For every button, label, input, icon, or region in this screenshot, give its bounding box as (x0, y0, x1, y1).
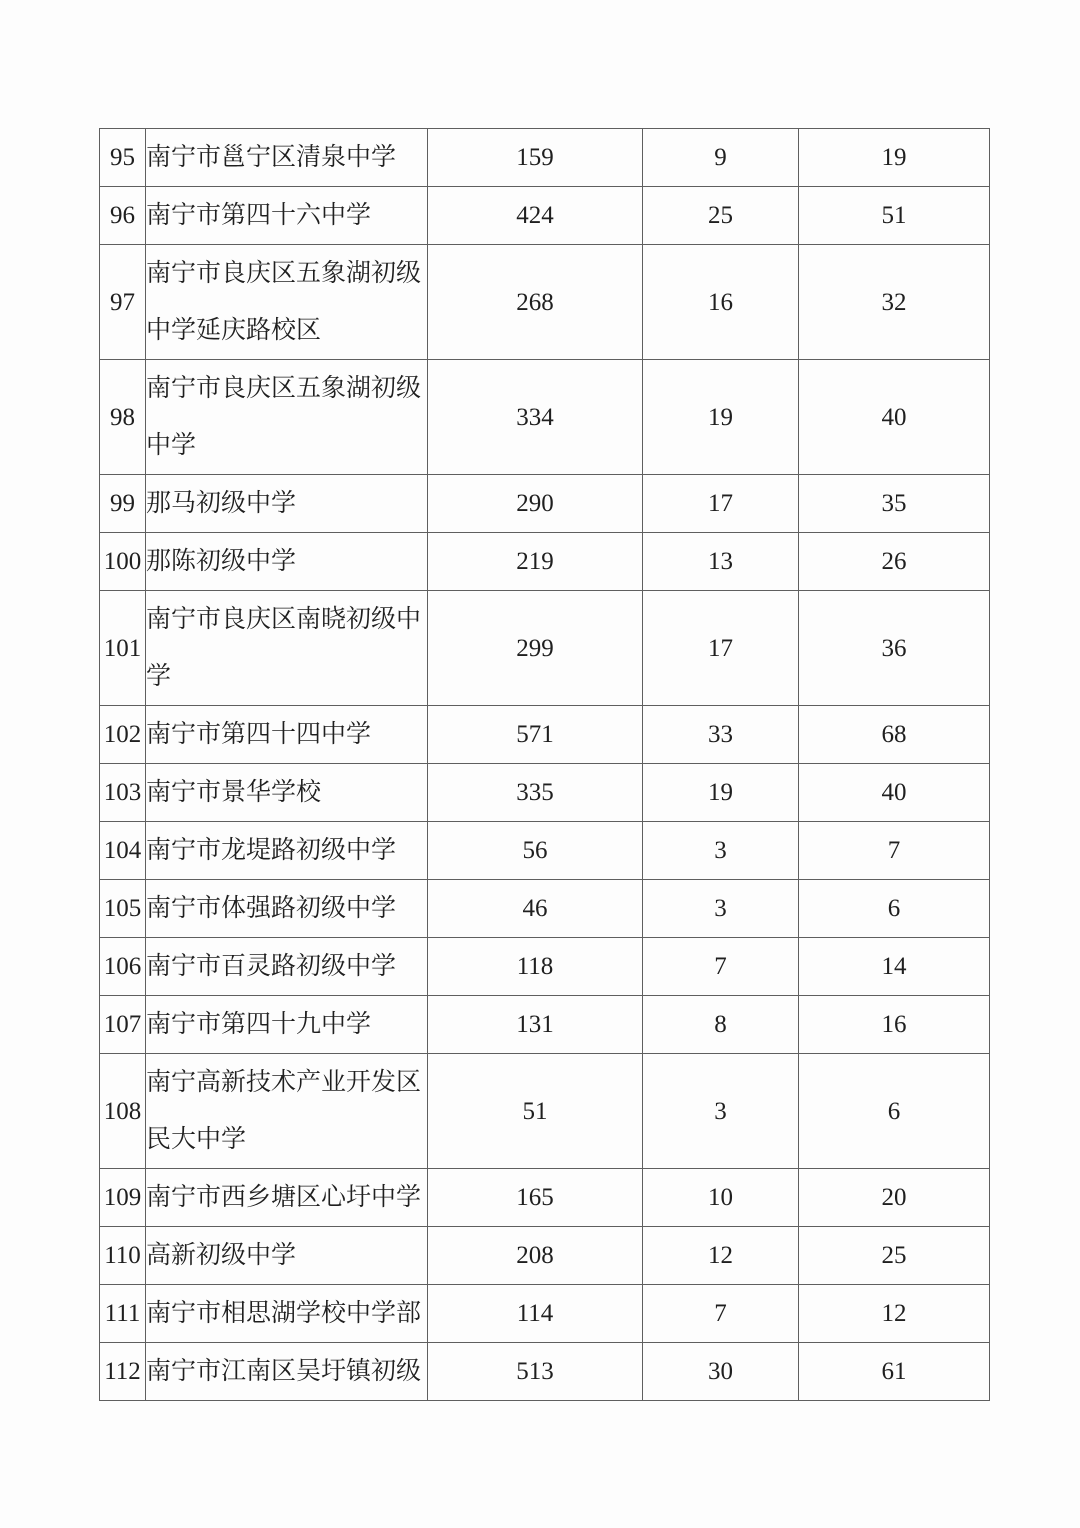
row-number-cell: 111 (100, 1285, 146, 1343)
table-row (100, 591, 990, 706)
schools-table (99, 128, 990, 1401)
row-number-cell: 107 (100, 996, 146, 1054)
table-row (100, 245, 990, 360)
stat-cell-1: 131 (428, 996, 643, 1054)
stat-cell-2: 19 (643, 764, 799, 822)
school-name-cell: 南宁市西乡塘区心圩中学 (146, 1169, 428, 1227)
row-number-cell: 95 (100, 129, 146, 187)
stat-cell-2: 33 (643, 706, 799, 764)
stat-cell-2: 3 (643, 822, 799, 880)
table-row (100, 764, 990, 822)
row-number-cell: 112 (100, 1343, 146, 1401)
stat-cell-2: 25 (643, 187, 799, 245)
stat-cell-3: 6 (799, 1054, 990, 1169)
stat-cell-1: 335 (428, 764, 643, 822)
table-row (100, 1285, 990, 1343)
stat-cell-3: 40 (799, 764, 990, 822)
stat-cell-1: 290 (428, 475, 643, 533)
stat-cell-2: 3 (643, 880, 799, 938)
stat-cell-2: 17 (643, 475, 799, 533)
table-row (100, 1169, 990, 1227)
school-name-cell: 南宁市良庆区五象湖初级中学 (146, 360, 428, 475)
stat-cell-3: 61 (799, 1343, 990, 1401)
stat-cell-1: 513 (428, 1343, 643, 1401)
row-number-cell: 105 (100, 880, 146, 938)
stat-cell-2: 3 (643, 1054, 799, 1169)
table-row (100, 880, 990, 938)
stat-cell-1: 51 (428, 1054, 643, 1169)
stat-cell-2: 7 (643, 1285, 799, 1343)
row-number-cell: 108 (100, 1054, 146, 1169)
stat-cell-3: 36 (799, 591, 990, 706)
school-name-cell: 南宁市体强路初级中学 (146, 880, 428, 938)
table-row (100, 129, 990, 187)
stat-cell-1: 165 (428, 1169, 643, 1227)
stat-cell-1: 118 (428, 938, 643, 996)
stat-cell-3: 40 (799, 360, 990, 475)
stat-cell-3: 16 (799, 996, 990, 1054)
stat-cell-2: 7 (643, 938, 799, 996)
row-number-cell: 99 (100, 475, 146, 533)
row-number-cell: 104 (100, 822, 146, 880)
table-row (100, 996, 990, 1054)
school-name-cell: 南宁市第四十四中学 (146, 706, 428, 764)
table-row (100, 475, 990, 533)
stat-cell-3: 12 (799, 1285, 990, 1343)
school-name-cell: 南宁市第四十九中学 (146, 996, 428, 1054)
stat-cell-1: 56 (428, 822, 643, 880)
stat-cell-1: 219 (428, 533, 643, 591)
table-row (100, 706, 990, 764)
table-row (100, 1054, 990, 1169)
stat-cell-1: 424 (428, 187, 643, 245)
school-name-cell: 南宁高新技术产业开发区民大中学 (146, 1054, 428, 1169)
table-row (100, 938, 990, 996)
school-name-cell: 高新初级中学 (146, 1227, 428, 1285)
stat-cell-2: 13 (643, 533, 799, 591)
stat-cell-1: 159 (428, 129, 643, 187)
stat-cell-3: 7 (799, 822, 990, 880)
school-name-cell: 那马初级中学 (146, 475, 428, 533)
stat-cell-2: 9 (643, 129, 799, 187)
table-row (100, 1227, 990, 1285)
school-name-cell: 南宁市良庆区五象湖初级中学延庆路校区 (146, 245, 428, 360)
row-number-cell: 103 (100, 764, 146, 822)
stat-cell-2: 19 (643, 360, 799, 475)
table-row (100, 533, 990, 591)
school-name-cell: 南宁市龙堤路初级中学 (146, 822, 428, 880)
table-row (100, 1343, 990, 1401)
school-name-cell: 南宁市相思湖学校中学部 (146, 1285, 428, 1343)
stat-cell-2: 12 (643, 1227, 799, 1285)
stat-cell-1: 571 (428, 706, 643, 764)
schools-table-body (100, 129, 990, 1401)
stat-cell-3: 14 (799, 938, 990, 996)
row-number-cell: 110 (100, 1227, 146, 1285)
stat-cell-1: 114 (428, 1285, 643, 1343)
stat-cell-2: 10 (643, 1169, 799, 1227)
stat-cell-3: 51 (799, 187, 990, 245)
table-row (100, 360, 990, 475)
stat-cell-3: 68 (799, 706, 990, 764)
row-number-cell: 106 (100, 938, 146, 996)
row-number-cell: 98 (100, 360, 146, 475)
school-name-cell: 南宁市邕宁区清泉中学 (146, 129, 428, 187)
school-name-cell: 南宁市第四十六中学 (146, 187, 428, 245)
school-name-cell: 南宁市良庆区南晓初级中学 (146, 591, 428, 706)
row-number-cell: 102 (100, 706, 146, 764)
stat-cell-1: 46 (428, 880, 643, 938)
row-number-cell: 96 (100, 187, 146, 245)
stat-cell-1: 268 (428, 245, 643, 360)
row-number-cell: 100 (100, 533, 146, 591)
stat-cell-1: 208 (428, 1227, 643, 1285)
stat-cell-3: 19 (799, 129, 990, 187)
stat-cell-3: 26 (799, 533, 990, 591)
school-name-cell: 那陈初级中学 (146, 533, 428, 591)
school-name-cell: 南宁市百灵路初级中学 (146, 938, 428, 996)
stat-cell-3: 6 (799, 880, 990, 938)
table-row (100, 822, 990, 880)
stat-cell-1: 299 (428, 591, 643, 706)
stat-cell-3: 32 (799, 245, 990, 360)
stat-cell-3: 25 (799, 1227, 990, 1285)
stat-cell-2: 17 (643, 591, 799, 706)
row-number-cell: 97 (100, 245, 146, 360)
row-number-cell: 109 (100, 1169, 146, 1227)
stat-cell-1: 334 (428, 360, 643, 475)
stat-cell-2: 30 (643, 1343, 799, 1401)
school-name-cell: 南宁市景华学校 (146, 764, 428, 822)
stat-cell-2: 8 (643, 996, 799, 1054)
row-number-cell: 101 (100, 591, 146, 706)
school-name-cell: 南宁市江南区吴圩镇初级 (146, 1343, 428, 1401)
table-row (100, 187, 990, 245)
stat-cell-3: 35 (799, 475, 990, 533)
stat-cell-3: 20 (799, 1169, 990, 1227)
stat-cell-2: 16 (643, 245, 799, 360)
